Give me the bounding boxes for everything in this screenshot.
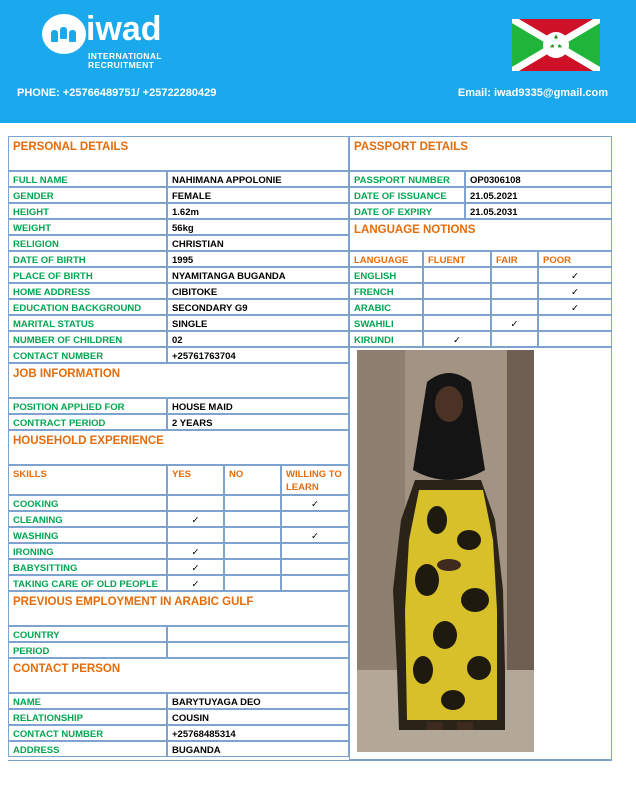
check-mark-icon: ✓ (167, 575, 224, 591)
check-mark-icon (538, 331, 612, 347)
field-label: WEIGHT (8, 219, 167, 235)
check-mark-icon: ✓ (167, 559, 224, 575)
field-label: CONTACT NUMBER (8, 347, 167, 363)
field-value: BARYTUYAGA DEO (167, 693, 349, 709)
language-name: ARABIC (349, 299, 423, 315)
check-mark-icon (491, 299, 538, 315)
field-value: 1.62m (167, 203, 349, 219)
language-column-header: FAIR (491, 251, 538, 267)
check-mark-icon (224, 495, 281, 511)
field-label: CONTACT NUMBER (8, 725, 167, 741)
field-value: 1995 (167, 251, 349, 267)
check-mark-icon: ✓ (167, 511, 224, 527)
check-mark-icon (281, 511, 349, 527)
field-label: NAME (8, 693, 167, 709)
field-value: +25761763704 (167, 347, 349, 363)
candidate-photo (357, 350, 534, 752)
field-label: DATE OF ISSUANCE (349, 187, 465, 203)
check-mark-icon: ✓ (167, 543, 224, 559)
logo-subtitle: INTERNATIONAL RECRUITMENT (88, 51, 162, 70)
language-column-header: POOR (538, 251, 612, 267)
field-label: HEIGHT (8, 203, 167, 219)
field-value: FEMALE (167, 187, 349, 203)
language-name: ENGLISH (349, 267, 423, 283)
check-mark-icon (281, 559, 349, 575)
check-mark-icon: ✓ (491, 315, 538, 331)
field-value: 21.05.2031 (465, 203, 612, 219)
check-mark-icon (281, 543, 349, 559)
phone-number: PHONE: +25766489751/ +25722280429 (17, 87, 217, 99)
check-mark-icon (281, 575, 349, 591)
check-mark-icon: ✓ (538, 283, 612, 299)
personal-details-title: PERSONAL DETAILS (8, 136, 349, 171)
skill-label: BABYSITTING (8, 559, 167, 575)
field-value: SECONDARY G9 (167, 299, 349, 315)
skill-label: CLEANING (8, 511, 167, 527)
language-name: FRENCH (349, 283, 423, 299)
field-label: DATE OF EXPIRY (349, 203, 465, 219)
check-mark-icon: ✓ (538, 299, 612, 315)
household-column-header: WILLING TO LEARN (281, 465, 349, 495)
contact-person-title: CONTACT PERSON (8, 658, 349, 693)
language-name: SWAHILI (349, 315, 423, 331)
skill-label: IRONING (8, 543, 167, 559)
passport-details-title: PASSPORT DETAILS (349, 136, 612, 171)
field-value: NYAMITANGA BUGANDA (167, 267, 349, 283)
job-information-title: JOB INFORMATION (8, 363, 349, 398)
check-mark-icon (224, 527, 281, 543)
field-value: 56kg (167, 219, 349, 235)
check-mark-icon (491, 283, 538, 299)
household-column-header: YES (167, 465, 224, 495)
check-mark-icon (224, 559, 281, 575)
field-value: OP0306108 (465, 171, 612, 187)
header-banner (0, 0, 636, 123)
previous-employment-title: PREVIOUS EMPLOYMENT IN ARABIC GULF (8, 591, 349, 626)
field-label: MARITAL STATUS (8, 315, 167, 331)
company-logo (42, 12, 172, 72)
check-mark-icon (491, 267, 538, 283)
check-mark-icon (423, 315, 491, 331)
check-mark-icon (491, 331, 538, 347)
language-column-header: LANGUAGE (349, 251, 423, 267)
check-mark-icon (224, 511, 281, 527)
check-mark-icon (224, 543, 281, 559)
household-column-header: SKILLS (8, 465, 167, 495)
field-label: PERIOD (8, 642, 167, 658)
field-label: FULL NAME (8, 171, 167, 187)
field-label: RELIGION (8, 235, 167, 251)
field-label: GENDER (8, 187, 167, 203)
check-mark-icon: ✓ (423, 331, 491, 347)
field-label: EDUCATION BACKGROUND (8, 299, 167, 315)
field-value: NAHIMANA APPOLONIE (167, 171, 349, 187)
field-value (167, 642, 349, 658)
logo-people-icon (42, 14, 86, 54)
field-label: HOME ADDRESS (8, 283, 167, 299)
field-label: DATE OF BIRTH (8, 251, 167, 267)
skill-label: TAKING CARE OF OLD PEOPLE (8, 575, 167, 591)
household-experience-title: HOUSEHOLD EXPERIENCE (8, 430, 349, 465)
bottom-rule (8, 760, 612, 761)
check-mark-icon (423, 299, 491, 315)
skill-label: WASHING (8, 527, 167, 543)
check-mark-icon: ✓ (538, 267, 612, 283)
field-value: 21.05.2021 (465, 187, 612, 203)
language-name: KIRUNDI (349, 331, 423, 347)
check-mark-icon (224, 575, 281, 591)
field-label: NUMBER OF CHILDREN (8, 331, 167, 347)
check-mark-icon: ✓ (281, 527, 349, 543)
skill-label: COOKING (8, 495, 167, 511)
check-mark-icon (167, 495, 224, 511)
field-value: CIBITOKE (167, 283, 349, 299)
language-notions-title: LANGUAGE NOTIONS (349, 219, 612, 251)
field-label: PLACE OF BIRTH (8, 267, 167, 283)
check-mark-icon (423, 283, 491, 299)
field-label: CONTRACT PERIOD (8, 414, 167, 430)
field-label: ADDRESS (8, 741, 167, 757)
field-value: 02 (167, 331, 349, 347)
language-column-header: FLUENT (423, 251, 491, 267)
field-value (167, 626, 349, 642)
logo-word: iwad (86, 10, 162, 48)
field-value: HOUSE MAID (167, 398, 349, 414)
check-mark-icon (538, 315, 612, 331)
check-mark-icon: ✓ (281, 495, 349, 511)
burundi-flag-icon (512, 19, 600, 71)
check-mark-icon (167, 527, 224, 543)
field-value: BUGANDA (167, 741, 349, 757)
field-value: 2 YEARS (167, 414, 349, 430)
field-value: +25768485314 (167, 725, 349, 741)
field-label: COUNTRY (8, 626, 167, 642)
field-label: RELATIONSHIP (8, 709, 167, 725)
field-value: CHRISTIAN (167, 235, 349, 251)
field-label: PASSPORT NUMBER (349, 171, 465, 187)
check-mark-icon (423, 267, 491, 283)
field-label: POSITION APPLIED FOR (8, 398, 167, 414)
field-value: SINGLE (167, 315, 349, 331)
field-value: COUSIN (167, 709, 349, 725)
email-address: Email: iwad9335@gmail.com (457, 87, 608, 99)
household-column-header: NO (224, 465, 281, 495)
